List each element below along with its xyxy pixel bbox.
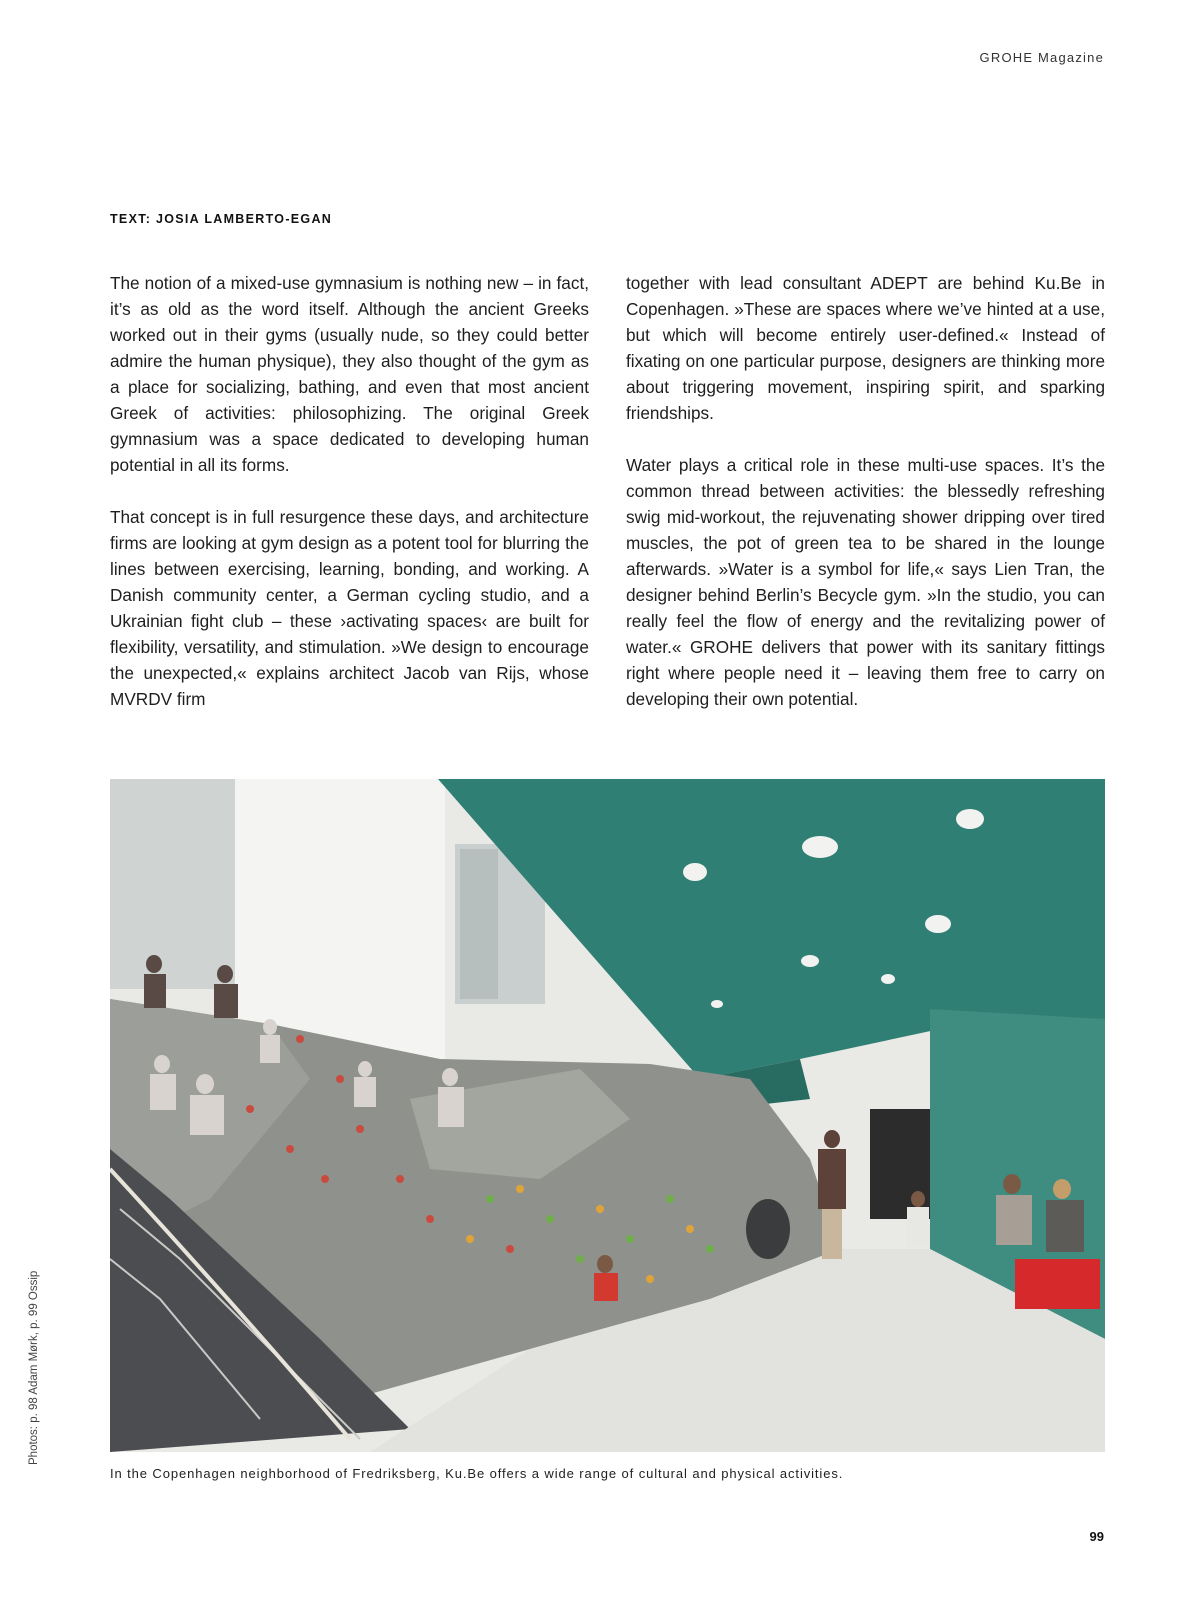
paragraph: That concept is in full resurgence these days, and architecture firms are looking at gym design as a potent tool for blurring the lines between exercising, learning, bonding, and working. A Danish community center, a German cycling studio, and a Ukrainian fight club – these ›activating spaces‹ are built for flexibility, versatility, and stimulation. »We design to encourage the unexpected,« explains architect Jacob van Rijs, whose MVRDV firm (110, 507, 589, 709)
paragraph: Water plays a critical role in these multi-use spaces. It’s the common thread between activities: the blessedly refreshing swig mid-workout, the rejuvenating shower dripping over tired muscles, the pot of green tea to be shared in the lounge afterwards. »Water is a symbol for life,« says Lien Tran, the designer behind Berlin’s Becycle gym. »In the studio, you can really feel the flow of energy and the revitalizing power of water.« GROHE delivers that power with its sanitary fittings right where people need it – leaving them free to carry on developing their own potential. (626, 455, 1105, 709)
photo-illustration (110, 779, 1105, 1452)
photo-credit: Photos: p. 98 Adam Mørk, p. 99 Ossip (28, 1270, 40, 1465)
article-column-right (626, 270, 1105, 738)
magazine-name: GROHE Magazine (979, 50, 1104, 65)
article-photo (110, 779, 1105, 1452)
article-column-left (110, 270, 589, 738)
page-number: 99 (1089, 1529, 1104, 1544)
paragraph: The notion of a mixed-use gymnasium is nothing new – in fact, it’s as old as the word itself. Although the ancient Greeks worked out in their gyms (usually nude, so they could better admire the human physique), they also thought of the gym as a place for socializing, bathing, and even that most ancient Greek of activities: philosophizing. The original Greek gymnasium was a space dedicated to developing human potential in all its forms. (110, 273, 589, 475)
photo-caption: In the Copenhagen neighborhood of Fredriksberg, Ku.Be offers a wide range of cultural and physical activities. (110, 1466, 844, 1481)
author-byline: TEXT: JOSIA LAMBERTO-EGAN (110, 212, 333, 226)
paragraph: together with lead consultant ADEPT are behind Ku.Be in Copenhagen. »These are spaces where we’ve hinted at a use, but which will become entirely user-defined.« Instead of fixating on one particular purpose, designers are thinking more about triggering movement, inspiring spirit, and sparking friendships. (626, 273, 1105, 423)
